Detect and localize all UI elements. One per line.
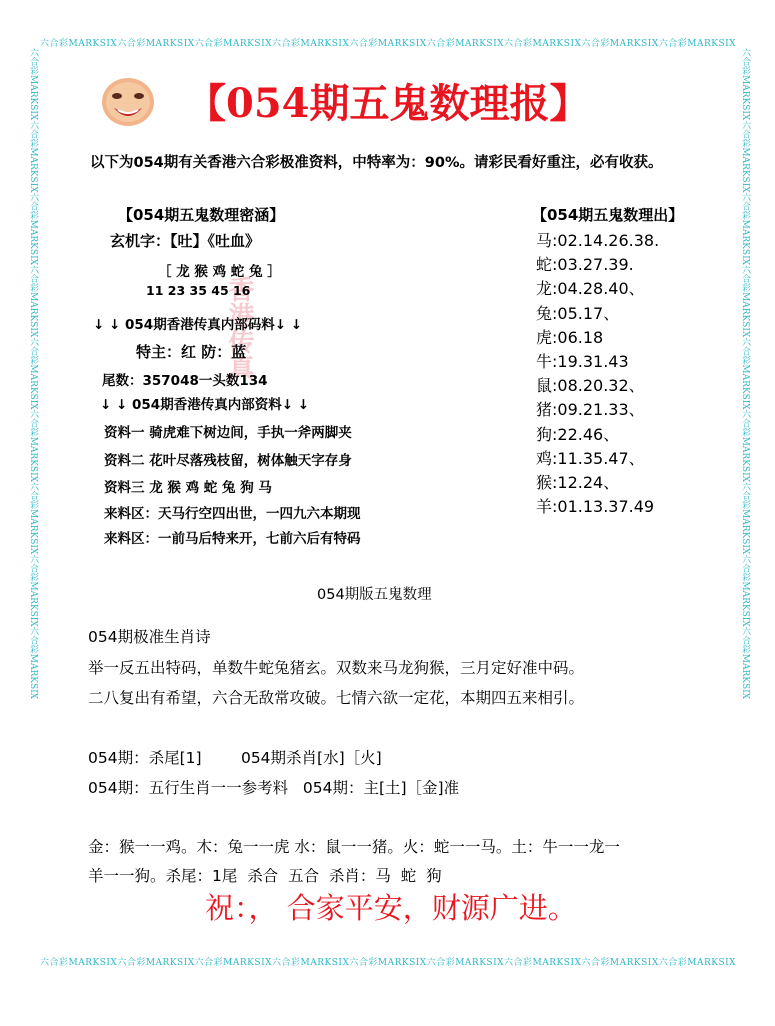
- list-item: 蛇:03.27.39.: [536, 255, 634, 275]
- ziliao-2: 资料二 花叶尽落残枝留，树体触天字存身: [104, 453, 352, 469]
- poem-heading: 054期极准生肖诗: [88, 628, 211, 646]
- lailiao-2: 来料区：一前马后特来开，七前六后有特码: [104, 531, 361, 547]
- tezhu-text: 特主：红 防：蓝: [136, 343, 247, 361]
- left-heading: 【054期五鬼数理密涵】: [118, 206, 285, 224]
- right-heading: 【054期五鬼数理出】: [532, 206, 684, 224]
- list-item: 牛:19.31.43: [536, 352, 629, 372]
- list-item: 虎:06.18: [536, 327, 604, 347]
- ziliao-3: 资料三 龙 猴 鸡 蛇 兔 狗 马: [104, 480, 272, 496]
- watermark: 香港传真: [224, 276, 254, 380]
- list-item: 鸡:11.35.47、: [536, 448, 645, 468]
- zodiac-number-list: [536, 229, 659, 519]
- section-code: ↓ ↓ 054期香港传真内部码料↓ ↓: [93, 317, 303, 333]
- weishu-text: 尾数：357048一头数134: [102, 373, 268, 389]
- border-top: 六合彩MARKSIX六合彩MARKSIX六合彩MARKSIX六合彩MARKSIX六合彩MARKSIX六合彩MARKSIX六合彩MARKSIX六合彩MARKSIX六合彩MARKSIX: [40, 39, 737, 49]
- list-item: 猪:09.21.33、: [536, 400, 645, 420]
- blessing-text: 祝：， 合家平安，财源广进。: [205, 891, 577, 925]
- list-item: 兔:05.17、: [536, 303, 620, 323]
- kill-line: 054期：杀尾[1] 054期杀肖[水]［火]: [88, 749, 382, 767]
- lailiao-1: 来料区：天马行空四出世，一四九六本期现: [104, 506, 361, 522]
- intro-text: 以下为054期有关香港六合彩极准资料，中特率为：90%。请彩民看好重注，必有收获。: [90, 155, 663, 171]
- list-item: 羊:01.13.37.49: [536, 497, 655, 517]
- list-item: 狗:22.46、: [536, 424, 620, 444]
- border-bottom: 六合彩MARKSIX六合彩MARKSIX六合彩MARKSIX六合彩MARKSIX六合彩MARKSIX六合彩MARKSIX六合彩MARKSIX六合彩MARKSIX六合彩MARKSIX: [40, 958, 737, 968]
- page-title: 【054期五鬼数理报】: [186, 80, 590, 127]
- wuxing-line: 054期：五行生肖一一参考料 054期：主[土]［金]准: [88, 779, 460, 797]
- face-logo-icon: [96, 72, 160, 128]
- ziliao-1: 资料一 骑虎难下树边间，手执一斧两脚夹: [104, 425, 352, 441]
- zodiac-group: ［ 龙 猴 鸡 蛇 兔 ］: [158, 264, 281, 280]
- element-line-2: 羊一一狗。杀尾：1尾 杀合 五合 杀肖：马 蛇 狗: [88, 867, 442, 885]
- section-title: 054期版五鬼数理: [317, 587, 432, 603]
- border-left: 六合彩MARKSIX六合彩MARKSIX六合彩MARKSIX六合彩MARKSIX六合彩MARKSIX六合彩MARKSIX六合彩MARKSIX六合彩MARKSIX六合彩MARKSIX: [28, 48, 38, 700]
- element-line-1: 金：猴一一鸡。木：兔一一虎 水：鼠一一猪。火：蛇一一马。土：牛一一龙一: [88, 838, 620, 856]
- section-data: ↓ ↓ 054期香港传真内部资料↓ ↓: [100, 397, 310, 413]
- border-right: 六合彩MARKSIX六合彩MARKSIX六合彩MARKSIX六合彩MARKSIX六合彩MARKSIX六合彩MARKSIX六合彩MARKSIX六合彩MARKSIX六合彩MARKSIX: [740, 48, 750, 700]
- number-group: 11 23 35 45 16: [146, 283, 251, 298]
- xuanji-text: 玄机字：【吐】《吐血》: [110, 232, 261, 250]
- list-item: 猴:12.24、: [536, 473, 620, 493]
- poem-line-1: 举一反五出特码，单数牛蛇兔猪玄。双数来马龙狗猴，三月定好准中码。: [88, 659, 585, 677]
- list-item: 鼠:08.20.32、: [536, 376, 645, 396]
- poem-line-2: 二八复出有希望，六合无敌常攻破。七情六欲一定花，本期四五来相引。: [88, 689, 585, 707]
- list-item: 马:02.14.26.38.: [536, 231, 660, 250]
- list-item: 龙:04.28.40、: [536, 279, 645, 299]
